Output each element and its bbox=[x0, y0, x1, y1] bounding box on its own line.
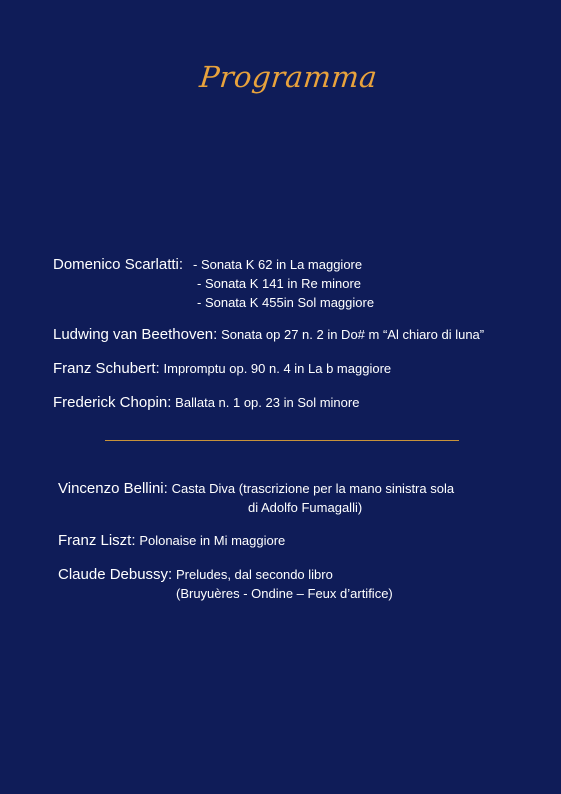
composer-name: Vincenzo Bellini: bbox=[58, 480, 168, 497]
work-title: Ballata n. 1 op. 23 in Sol minore bbox=[175, 395, 360, 410]
composer-name: Ludwing van Beethoven: bbox=[53, 326, 218, 343]
program-entry-schubert bbox=[53, 360, 391, 378]
program-entry-chopin bbox=[53, 394, 359, 412]
work-title: - Sonata K 141 in Re minore bbox=[197, 276, 362, 291]
composer-name: Frederick Chopin: bbox=[53, 394, 172, 411]
work-title: Casta Diva (trascrizione per la mano sinistra sola bbox=[171, 481, 455, 496]
composer-name: Franz Liszt: bbox=[58, 532, 136, 549]
program-entry-scarlatti bbox=[53, 256, 183, 274]
program-entry-liszt bbox=[58, 532, 285, 550]
section-divider bbox=[105, 440, 459, 441]
work-title: Impromptu op. 90 n. 4 in La b maggiore bbox=[163, 361, 392, 376]
composer-name: Claude Debussy: bbox=[58, 566, 173, 583]
composer-name: Domenico Scarlatti: bbox=[53, 256, 184, 273]
program-entry-debussy bbox=[58, 566, 333, 584]
work-title-continued: (Bruyuères - Ondine – Feux d’artifice) bbox=[176, 586, 393, 601]
work-title: - Sonata K 455in Sol maggiore bbox=[197, 295, 375, 310]
program-entry-beethoven bbox=[53, 326, 484, 344]
work-title: Preludes, dal secondo libro bbox=[176, 567, 333, 582]
program-entry-bellini bbox=[58, 480, 454, 498]
composer-name: Franz Schubert: bbox=[53, 360, 160, 377]
page-title: Programma bbox=[198, 60, 379, 94]
work-title: Polonaise in Mi maggiore bbox=[139, 533, 286, 548]
work-title: - Sonata K 62 in La maggiore bbox=[193, 257, 363, 272]
work-title-continued: di Adolfo Fumagalli) bbox=[248, 500, 363, 515]
work-title: Sonata op 27 n. 2 in Do# m “Al chiaro di luna” bbox=[221, 327, 485, 342]
